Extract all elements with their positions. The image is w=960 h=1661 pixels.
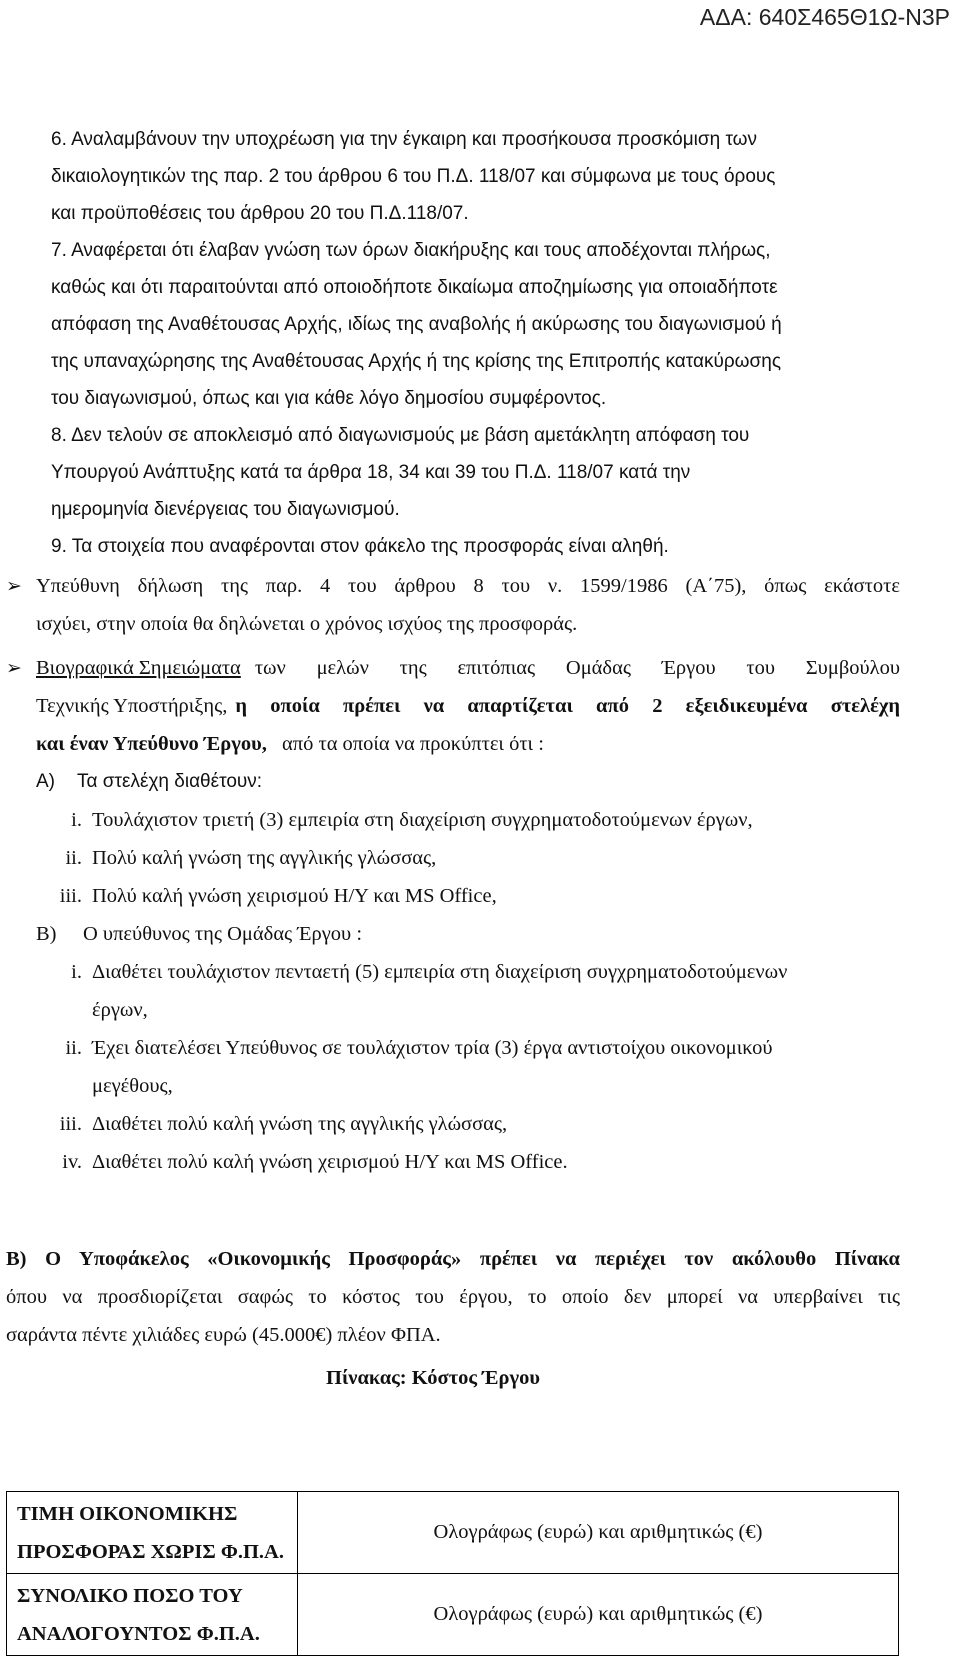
financial-line-2: όπου να προσδιορίζεται σαφώς το κόστος του έργου, το οποίο δεν μπορεί να υπερβαίνει τις bbox=[6, 1286, 900, 1308]
bullet-2-line-1-rest: των μελών της επιτόπιας Ομάδας Έργου του Συμβούλου bbox=[254, 657, 900, 679]
cost-table bbox=[6, 1491, 899, 1656]
bullet-2-line-2-plain: Τεχνικής Υποστήριξης, bbox=[36, 695, 228, 717]
label-line-1: ΤΙΜΗ ΟΙΚΟΝΟΜΙΚΗΣ bbox=[17, 1502, 238, 1525]
section-a-item-1-text: Τουλάχιστον τριετή (3) εμπειρία στη διαχείριση συγχρηματοδοτούμενων έργων, bbox=[92, 809, 753, 831]
para-6-line-1: 6. Αναλαμβάνουν την υποχρέωση για την έγκαιρη και προσήκουσα προσκόμιση των bbox=[51, 129, 758, 150]
label-line-1: ΣΥΝΟΛΙΚΟ ΠΟΣΟ ΤΟΥ bbox=[17, 1584, 243, 1607]
section-b-title: Ο υπεύθυνος της Ομάδας Έργου : bbox=[83, 923, 363, 945]
arrow-bullet-icon: ➢ bbox=[6, 575, 22, 597]
bullet-1-line-2: ισχύει, στην οποία θα δηλώνεται ο χρόνος ισχύος της προσφοράς. bbox=[36, 613, 578, 635]
financial-line-3: σαράντα πέντε χιλιάδες ευρώ (45.000€) πλέον ΦΠΑ. bbox=[6, 1324, 441, 1346]
section-b-item-3-num: iii. bbox=[59, 1113, 82, 1135]
section-b-marker: B) bbox=[36, 923, 57, 945]
ada-code: ΑΔΑ: 640Σ465Θ1Ω-Ν3Ρ bbox=[699, 4, 950, 30]
section-b-item-1-line-1: Διαθέτει τουλάχιστον πενταετή (5) εμπειρία στη διαχείριση συγχρηματοδοτούμενων bbox=[92, 961, 788, 983]
para-6-line-2: δικαιολογητικών της παρ. 2 του άρθρου 6 του Π.Δ. 118/07 και σύμφωνα με τους όρους bbox=[51, 166, 776, 187]
section-b-item-2-line-2: μεγέθους, bbox=[92, 1075, 173, 1097]
bullet-2-line-2 bbox=[36, 694, 900, 718]
label-line-2: ΑΝΑΛΟΓΟΥΝΤΟΣ Φ.Π.Α. bbox=[17, 1622, 260, 1645]
label-line-2: ΠΡΟΣΦΟΡΑΣ ΧΩΡΙΣ Φ.Π.Α. bbox=[17, 1540, 284, 1563]
para-7-line-2: καθώς και ότι παραιτούνται από οποιοδήποτε δικαίωμα αποζημίωσης για οποιαδήποτε bbox=[51, 277, 778, 298]
section-b-item-1-line-2: έργων, bbox=[92, 999, 148, 1021]
financial-heading: B) Ο Υποφάκελος «Οικονομικής Προσφοράς» πρέπει να περιέχει τον ακόλουθο Πίνακα bbox=[6, 1248, 900, 1270]
section-a-item-3-num: iii. bbox=[59, 885, 82, 907]
table-title: Πίνακας: Κόστος Έργου bbox=[326, 1367, 540, 1389]
cv-label: Βιογραφικά Σημειώματα bbox=[36, 657, 241, 679]
bullet-2-line-2-bold: η οποία πρέπει να απαρτίζεται από 2 εξειδικευμένα στελέχη bbox=[235, 695, 900, 717]
section-b-item-2-num: ii. bbox=[65, 1037, 82, 1059]
bullet-2-line-3-plain: από τα οποία να προκύπτει ότι : bbox=[281, 733, 544, 755]
section-a-marker: A) bbox=[36, 771, 55, 792]
bullet-2-line-1 bbox=[36, 656, 900, 680]
table-label-cell bbox=[7, 1492, 298, 1574]
para-7-line-4: της υπαναχώρησης της Αναθέτουσας Αρχής ή της κρίσης της Επιτροπής κατακύρωσης bbox=[51, 351, 781, 372]
para-7-line-1: 7. Αναφέρεται ότι έλαβαν γνώση των όρων διακήρυξης και τους αποδέχονται πλήρως, bbox=[51, 240, 771, 261]
bullet-1-line-1: Υπεύθυνη δήλωση της παρ. 4 του άρθρου 8 του ν. 1599/1986 (Α΄75), όπως εκάστοτε bbox=[36, 575, 900, 597]
table-value-cell: Ολογράφως (ευρώ) και αριθμητικώς (€) bbox=[298, 1574, 899, 1656]
section-b-item-4-num: iv. bbox=[62, 1151, 82, 1173]
para-8-line-1: 8. Δεν τελούν σε αποκλεισμό από διαγωνισμούς με βάση αμετάκλητη απόφαση του bbox=[51, 425, 750, 446]
para-9-line-1: 9. Τα στοιχεία που αναφέρονται στον φάκελο της προσφοράς είναι αληθή. bbox=[51, 536, 669, 557]
para-7-line-3: απόφαση της Αναθέτουσας Αρχής, ιδίως της αναβολής ή ακύρωσης του διαγωνισμού ή bbox=[51, 314, 782, 335]
table-row bbox=[7, 1574, 899, 1656]
section-a-title: Τα στελέχη διαθέτουν: bbox=[77, 771, 263, 792]
section-a-item-3-text: Πολύ καλή γνώση χειρισμού Η/Υ και MS Office, bbox=[92, 885, 497, 907]
section-b-item-4-text: Διαθέτει πολύ καλή γνώση χειρισμού Η/Υ και MS Office. bbox=[92, 1151, 568, 1173]
section-a-item-2-num: ii. bbox=[65, 847, 82, 869]
para-7-line-5: του διαγωνισμού, όπως και για κάθε λόγο δημοσίου συμφέροντος. bbox=[51, 388, 607, 409]
para-8-line-3: ημερομηνία διενέργειας του διαγωνισμού. bbox=[51, 499, 400, 520]
arrow-bullet-icon: ➢ bbox=[6, 657, 22, 679]
section-b-item-2-line-1: Έχει διατελέσει Υπεύθυνος σε τουλάχιστον τρία (3) έργα αντιστοίχου οικονομικού bbox=[92, 1037, 773, 1059]
section-b-item-1-num: i. bbox=[71, 961, 82, 983]
bullet-2-line-3-bold: και έναν Υπεύθυνο Έργου, bbox=[36, 733, 267, 755]
table-value-cell: Ολογράφως (ευρώ) και αριθμητικώς (€) bbox=[298, 1492, 899, 1574]
table-label-cell bbox=[7, 1574, 298, 1656]
section-a-item-2-text: Πολύ καλή γνώση της αγγλικής γλώσσας, bbox=[92, 847, 437, 869]
para-6-line-3: και προϋποθέσεις του άρθρου 20 του Π.Δ.118/07. bbox=[51, 203, 469, 224]
bullet-2-line-3 bbox=[36, 732, 544, 756]
section-a-item-1-num: i. bbox=[71, 809, 82, 831]
para-8-line-2: Υπουργού Ανάπτυξης κατά τα άρθρα 18, 34 και 39 του Π.Δ. 118/07 κατά την bbox=[51, 462, 691, 483]
table-row bbox=[7, 1492, 899, 1574]
section-b-item-3-text: Διαθέτει πολύ καλή γνώση της αγγλικής γλώσσας, bbox=[92, 1113, 508, 1135]
